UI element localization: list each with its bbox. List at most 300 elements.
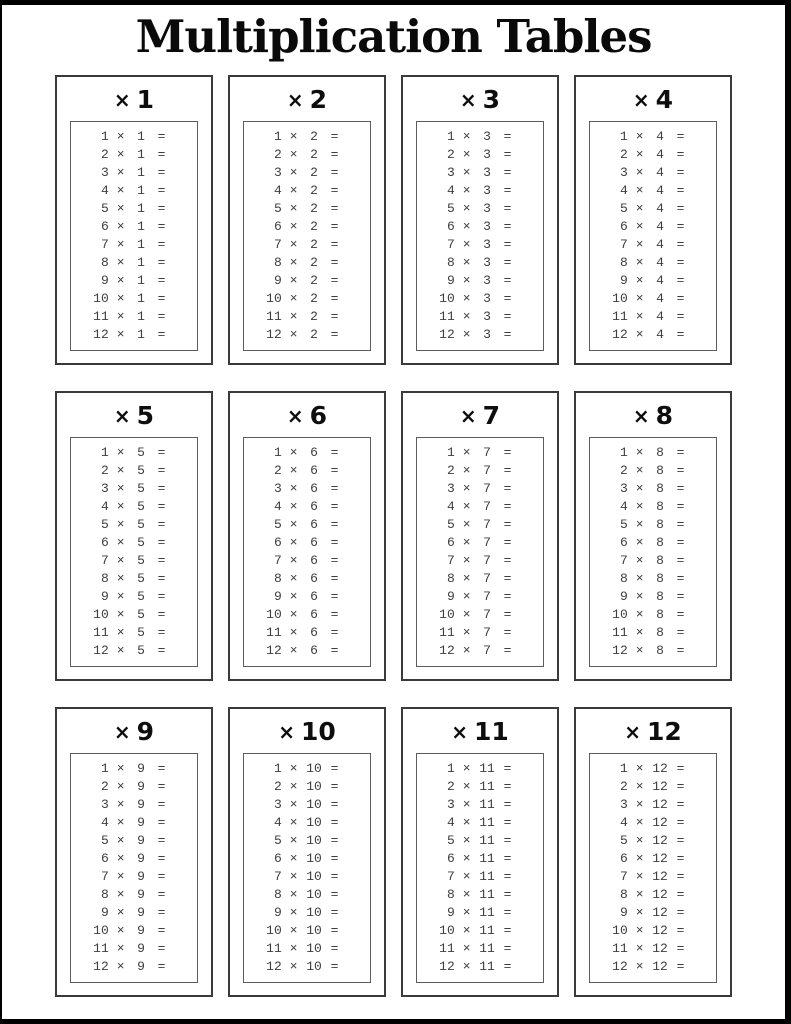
card-title-multiplier: 4	[655, 84, 674, 114]
multiply-icon: ×	[635, 624, 644, 640]
equation-row	[436, 607, 539, 623]
equation-multiplier: 1	[137, 290, 145, 306]
equation-factor: 8	[446, 886, 455, 902]
equals-sign: =	[157, 164, 166, 180]
equation-row	[263, 797, 366, 813]
equation-factor: 10	[439, 290, 455, 306]
equation-factor: 5	[619, 516, 628, 532]
equation-multiplier: 10	[306, 832, 322, 848]
equation-multiplier: 2	[310, 182, 318, 198]
equation-row	[609, 779, 712, 795]
equation-factor: 9	[100, 904, 109, 920]
equation-row	[609, 165, 712, 181]
equation-multiplier: 9	[137, 922, 145, 938]
equation-factor: 3	[446, 164, 455, 180]
equation-factor: 3	[100, 164, 109, 180]
equation-multiplier: 4	[656, 236, 664, 252]
card-title	[70, 85, 198, 115]
card-title	[243, 85, 371, 115]
equation-row	[609, 923, 712, 939]
equation-row	[609, 643, 712, 659]
multiply-icon: ×	[635, 498, 644, 514]
equation-factor: 9	[273, 904, 282, 920]
multiply-icon: ×	[635, 588, 644, 604]
equation-factor: 11	[266, 940, 282, 956]
equation-factor: 4	[446, 814, 455, 830]
equals-sign: =	[676, 516, 685, 532]
equation-multiplier: 12	[652, 778, 668, 794]
equation-factor: 1	[100, 128, 109, 144]
equation-multiplier: 6	[310, 642, 318, 658]
multiply-icon: ×	[116, 958, 125, 974]
equals-sign: =	[330, 588, 339, 604]
multiply-icon: ×	[116, 534, 125, 550]
equals-sign: =	[330, 814, 339, 830]
equals-sign: =	[676, 958, 685, 974]
multiply-icon: ×	[289, 462, 298, 478]
equation-factor: 8	[100, 254, 109, 270]
equation-row	[609, 869, 712, 885]
equation-factor: 1	[446, 128, 455, 144]
equation-factor: 11	[612, 624, 628, 640]
equation-row	[609, 589, 712, 605]
equals-sign: =	[330, 922, 339, 938]
equation-factor: 10	[439, 606, 455, 622]
equals-sign: =	[676, 444, 685, 460]
equation-row	[609, 797, 712, 813]
equation-row	[609, 463, 712, 479]
equation-multiplier: 11	[479, 832, 495, 848]
equals-sign: =	[503, 516, 512, 532]
multiply-icon: ×	[116, 128, 125, 144]
equation-factor: 3	[273, 796, 282, 812]
multiply-icon: ×	[289, 164, 298, 180]
equation-multiplier: 1	[137, 164, 145, 180]
equals-sign: =	[676, 940, 685, 956]
multiply-icon: ×	[116, 308, 125, 324]
equation-multiplier: 5	[137, 480, 145, 496]
equals-sign: =	[157, 922, 166, 938]
equation-multiplier: 12	[652, 832, 668, 848]
equation-row	[90, 499, 193, 515]
multiply-icon: ×	[635, 922, 644, 938]
times-icon: ×	[113, 403, 131, 428]
equals-sign: =	[503, 308, 512, 324]
multiply-icon: ×	[289, 534, 298, 550]
equation-factor: 3	[446, 796, 455, 812]
multiply-icon: ×	[116, 904, 125, 920]
multiply-icon: ×	[289, 904, 298, 920]
equation-factor: 12	[266, 642, 282, 658]
equals-sign: =	[676, 326, 685, 342]
equation-multiplier: 6	[310, 570, 318, 586]
equation-factor: 2	[273, 462, 282, 478]
equations-box	[70, 753, 198, 983]
equals-sign: =	[503, 290, 512, 306]
equals-sign: =	[330, 606, 339, 622]
equation-multiplier: 7	[483, 552, 491, 568]
times-icon: ×	[278, 719, 295, 744]
equation-row	[609, 273, 712, 289]
multiply-icon: ×	[462, 218, 471, 234]
equation-multiplier: 10	[306, 958, 322, 974]
multiply-icon: ×	[116, 444, 125, 460]
equation-factor: 5	[446, 832, 455, 848]
equation-multiplier: 11	[479, 850, 495, 866]
multiply-icon: ×	[116, 462, 125, 478]
multiply-icon: ×	[116, 940, 125, 956]
equals-sign: =	[503, 760, 512, 776]
equation-multiplier: 6	[310, 552, 318, 568]
equation-factor: 10	[612, 606, 628, 622]
equals-sign: =	[157, 850, 166, 866]
equation-factor: 8	[619, 886, 628, 902]
equation-factor: 7	[100, 552, 109, 568]
multiply-icon: ×	[289, 236, 298, 252]
equation-factor: 6	[273, 534, 282, 550]
equals-sign: =	[157, 516, 166, 532]
equals-sign: =	[503, 778, 512, 794]
equals-sign: =	[503, 958, 512, 974]
equals-sign: =	[503, 922, 512, 938]
equation-multiplier: 11	[479, 886, 495, 902]
equals-sign: =	[503, 182, 512, 198]
equation-row	[263, 553, 366, 569]
equals-sign: =	[330, 624, 339, 640]
card-title-multiplier: 8	[655, 400, 674, 430]
equals-sign: =	[676, 814, 685, 830]
times-table-card	[401, 75, 559, 365]
equals-sign: =	[330, 480, 339, 496]
equation-row	[90, 327, 193, 343]
equation-factor: 7	[446, 236, 455, 252]
times-table-card	[228, 75, 386, 365]
equation-row	[90, 851, 193, 867]
equation-multiplier: 6	[310, 606, 318, 622]
multiply-icon: ×	[635, 200, 644, 216]
equation-factor: 12	[612, 326, 628, 342]
equals-sign: =	[330, 534, 339, 550]
equation-multiplier: 8	[656, 516, 664, 532]
equals-sign: =	[676, 552, 685, 568]
equals-sign: =	[676, 182, 685, 198]
equals-sign: =	[157, 958, 166, 974]
equals-sign: =	[157, 534, 166, 550]
times-icon: ×	[459, 87, 477, 112]
equation-row	[90, 219, 193, 235]
equals-sign: =	[330, 832, 339, 848]
equations-box	[589, 121, 717, 351]
equation-multiplier: 11	[479, 868, 495, 884]
equation-row	[609, 183, 712, 199]
equation-row	[263, 815, 366, 831]
multiply-icon: ×	[635, 308, 644, 324]
equation-multiplier: 12	[652, 850, 668, 866]
equation-row	[90, 147, 193, 163]
multiply-icon: ×	[635, 164, 644, 180]
times-table-card	[55, 707, 213, 997]
equation-multiplier: 2	[310, 146, 318, 162]
equation-row	[263, 905, 366, 921]
equation-row	[90, 165, 193, 181]
equation-row	[90, 833, 193, 849]
equation-row	[609, 553, 712, 569]
multiply-icon: ×	[462, 534, 471, 550]
multiply-icon: ×	[462, 182, 471, 198]
equals-sign: =	[330, 796, 339, 812]
equals-sign: =	[330, 904, 339, 920]
multiply-icon: ×	[462, 444, 471, 460]
equations-box	[243, 121, 371, 351]
equation-row	[609, 625, 712, 641]
multiply-icon: ×	[116, 796, 125, 812]
equations-box	[416, 753, 544, 983]
card-title	[589, 85, 717, 115]
equation-row	[263, 291, 366, 307]
equation-factor: 10	[266, 606, 282, 622]
equation-factor: 2	[619, 462, 628, 478]
equation-factor: 6	[619, 850, 628, 866]
equation-multiplier: 8	[656, 606, 664, 622]
equation-factor: 9	[446, 272, 455, 288]
equation-factor: 3	[100, 480, 109, 496]
equation-multiplier: 3	[483, 290, 491, 306]
equation-factor: 4	[273, 814, 282, 830]
equals-sign: =	[676, 146, 685, 162]
equation-row	[90, 309, 193, 325]
equation-factor: 4	[100, 182, 109, 198]
equals-sign: =	[330, 778, 339, 794]
equation-factor: 12	[439, 326, 455, 342]
equation-multiplier: 8	[656, 642, 664, 658]
equals-sign: =	[157, 200, 166, 216]
equation-row	[609, 571, 712, 587]
equation-factor: 6	[100, 218, 109, 234]
multiply-icon: ×	[635, 940, 644, 956]
equations-box	[70, 437, 198, 667]
equation-factor: 6	[273, 850, 282, 866]
multiply-icon: ×	[635, 254, 644, 270]
equation-multiplier: 6	[310, 498, 318, 514]
equation-multiplier: 2	[310, 218, 318, 234]
equation-multiplier: 4	[656, 182, 664, 198]
times-icon: ×	[632, 403, 650, 428]
equation-multiplier: 12	[652, 760, 668, 776]
page-title: Multiplication Tables	[135, 10, 652, 63]
equation-factor: 7	[619, 868, 628, 884]
equation-row	[609, 237, 712, 253]
equation-multiplier: 8	[656, 570, 664, 586]
multiply-icon: ×	[635, 868, 644, 884]
multiply-icon: ×	[462, 868, 471, 884]
equals-sign: =	[330, 958, 339, 974]
equation-row	[90, 273, 193, 289]
multiply-icon: ×	[289, 922, 298, 938]
multiply-icon: ×	[635, 128, 644, 144]
multiply-icon: ×	[462, 236, 471, 252]
equation-row	[263, 463, 366, 479]
equals-sign: =	[676, 624, 685, 640]
multiply-icon: ×	[289, 624, 298, 640]
equation-row	[263, 959, 366, 975]
equation-factor: 5	[273, 200, 282, 216]
multiply-icon: ×	[462, 922, 471, 938]
multiply-icon: ×	[462, 326, 471, 342]
equation-factor: 12	[612, 958, 628, 974]
equation-factor: 4	[273, 498, 282, 514]
equation-row	[263, 923, 366, 939]
equation-factor: 9	[446, 588, 455, 604]
multiply-icon: ×	[462, 814, 471, 830]
equation-factor: 8	[446, 254, 455, 270]
equals-sign: =	[676, 128, 685, 144]
equation-multiplier: 1	[137, 326, 145, 342]
multiply-icon: ×	[116, 480, 125, 496]
equation-factor: 5	[273, 516, 282, 532]
multiply-icon: ×	[289, 814, 298, 830]
equation-multiplier: 12	[652, 814, 668, 830]
equation-multiplier: 11	[479, 940, 495, 956]
equals-sign: =	[676, 498, 685, 514]
equals-sign: =	[330, 164, 339, 180]
multiply-icon: ×	[635, 326, 644, 342]
equation-factor: 5	[100, 200, 109, 216]
equation-row	[609, 517, 712, 533]
equation-factor: 12	[93, 958, 109, 974]
times-table-card	[574, 75, 732, 365]
equation-multiplier: 5	[137, 570, 145, 586]
equals-sign: =	[503, 904, 512, 920]
equation-row	[263, 589, 366, 605]
equation-multiplier: 6	[310, 480, 318, 496]
equation-factor: 8	[273, 886, 282, 902]
equation-row	[436, 237, 539, 253]
equation-factor: 1	[619, 444, 628, 460]
times-icon: ×	[286, 87, 304, 112]
equation-row	[609, 607, 712, 623]
equals-sign: =	[330, 326, 339, 342]
multiply-icon: ×	[462, 254, 471, 270]
equals-sign: =	[676, 534, 685, 550]
equation-factor: 4	[619, 814, 628, 830]
equation-factor: 1	[446, 760, 455, 776]
equation-row	[90, 535, 193, 551]
equation-multiplier: 12	[652, 958, 668, 974]
multiply-icon: ×	[116, 588, 125, 604]
multiply-icon: ×	[116, 570, 125, 586]
multiply-icon: ×	[635, 796, 644, 812]
equation-row	[609, 905, 712, 921]
equation-factor: 3	[619, 796, 628, 812]
equation-multiplier: 6	[310, 444, 318, 460]
equation-multiplier: 5	[137, 498, 145, 514]
equation-multiplier: 1	[137, 236, 145, 252]
equation-factor: 2	[619, 778, 628, 794]
equation-factor: 5	[273, 832, 282, 848]
equation-factor: 12	[266, 326, 282, 342]
equals-sign: =	[676, 642, 685, 658]
multiply-icon: ×	[289, 182, 298, 198]
equation-row	[436, 833, 539, 849]
equation-multiplier: 10	[306, 868, 322, 884]
equation-factor: 6	[446, 534, 455, 550]
multiply-icon: ×	[462, 498, 471, 514]
equals-sign: =	[330, 128, 339, 144]
equation-multiplier: 2	[310, 200, 318, 216]
card-title	[70, 401, 198, 431]
equation-multiplier: 1	[137, 146, 145, 162]
equals-sign: =	[503, 164, 512, 180]
equation-row	[436, 625, 539, 641]
equation-row	[90, 571, 193, 587]
equation-row	[90, 589, 193, 605]
equation-row	[263, 851, 366, 867]
equations-box	[416, 121, 544, 351]
equals-sign: =	[503, 534, 512, 550]
multiply-icon: ×	[116, 290, 125, 306]
multiply-icon: ×	[462, 940, 471, 956]
equation-row	[263, 869, 366, 885]
equation-row	[263, 571, 366, 587]
equals-sign: =	[157, 254, 166, 270]
equation-row	[90, 797, 193, 813]
equals-sign: =	[676, 904, 685, 920]
equation-factor: 4	[100, 814, 109, 830]
multiply-icon: ×	[635, 958, 644, 974]
equation-row	[436, 869, 539, 885]
equation-multiplier: 11	[479, 796, 495, 812]
equals-sign: =	[676, 922, 685, 938]
equals-sign: =	[157, 760, 166, 776]
equals-sign: =	[503, 624, 512, 640]
equation-row	[263, 887, 366, 903]
card-title-multiplier: 10	[300, 716, 336, 746]
equation-factor: 11	[93, 624, 109, 640]
equation-factor: 8	[619, 570, 628, 586]
equation-multiplier: 12	[652, 904, 668, 920]
equation-factor: 4	[619, 498, 628, 514]
equation-row	[90, 779, 193, 795]
equation-factor: 12	[439, 642, 455, 658]
equation-row	[436, 643, 539, 659]
equation-row	[90, 607, 193, 623]
equation-multiplier: 8	[656, 462, 664, 478]
equation-factor: 2	[619, 146, 628, 162]
multiply-icon: ×	[116, 642, 125, 658]
multiply-icon: ×	[116, 326, 125, 342]
equation-multiplier: 2	[310, 254, 318, 270]
equation-row	[263, 165, 366, 181]
equation-row	[263, 445, 366, 461]
equation-multiplier: 9	[137, 958, 145, 974]
equation-multiplier: 9	[137, 778, 145, 794]
equation-factor: 4	[446, 182, 455, 198]
equation-factor: 9	[100, 272, 109, 288]
multiply-icon: ×	[462, 832, 471, 848]
equation-factor: 1	[446, 444, 455, 460]
equation-factor: 9	[100, 588, 109, 604]
multiply-icon: ×	[116, 236, 125, 252]
equals-sign: =	[157, 940, 166, 956]
equals-sign: =	[503, 814, 512, 830]
equals-sign: =	[676, 886, 685, 902]
equation-factor: 8	[273, 254, 282, 270]
equation-factor: 10	[266, 290, 282, 306]
equation-row	[263, 481, 366, 497]
equals-sign: =	[676, 200, 685, 216]
equation-factor: 11	[439, 308, 455, 324]
equation-row	[90, 183, 193, 199]
